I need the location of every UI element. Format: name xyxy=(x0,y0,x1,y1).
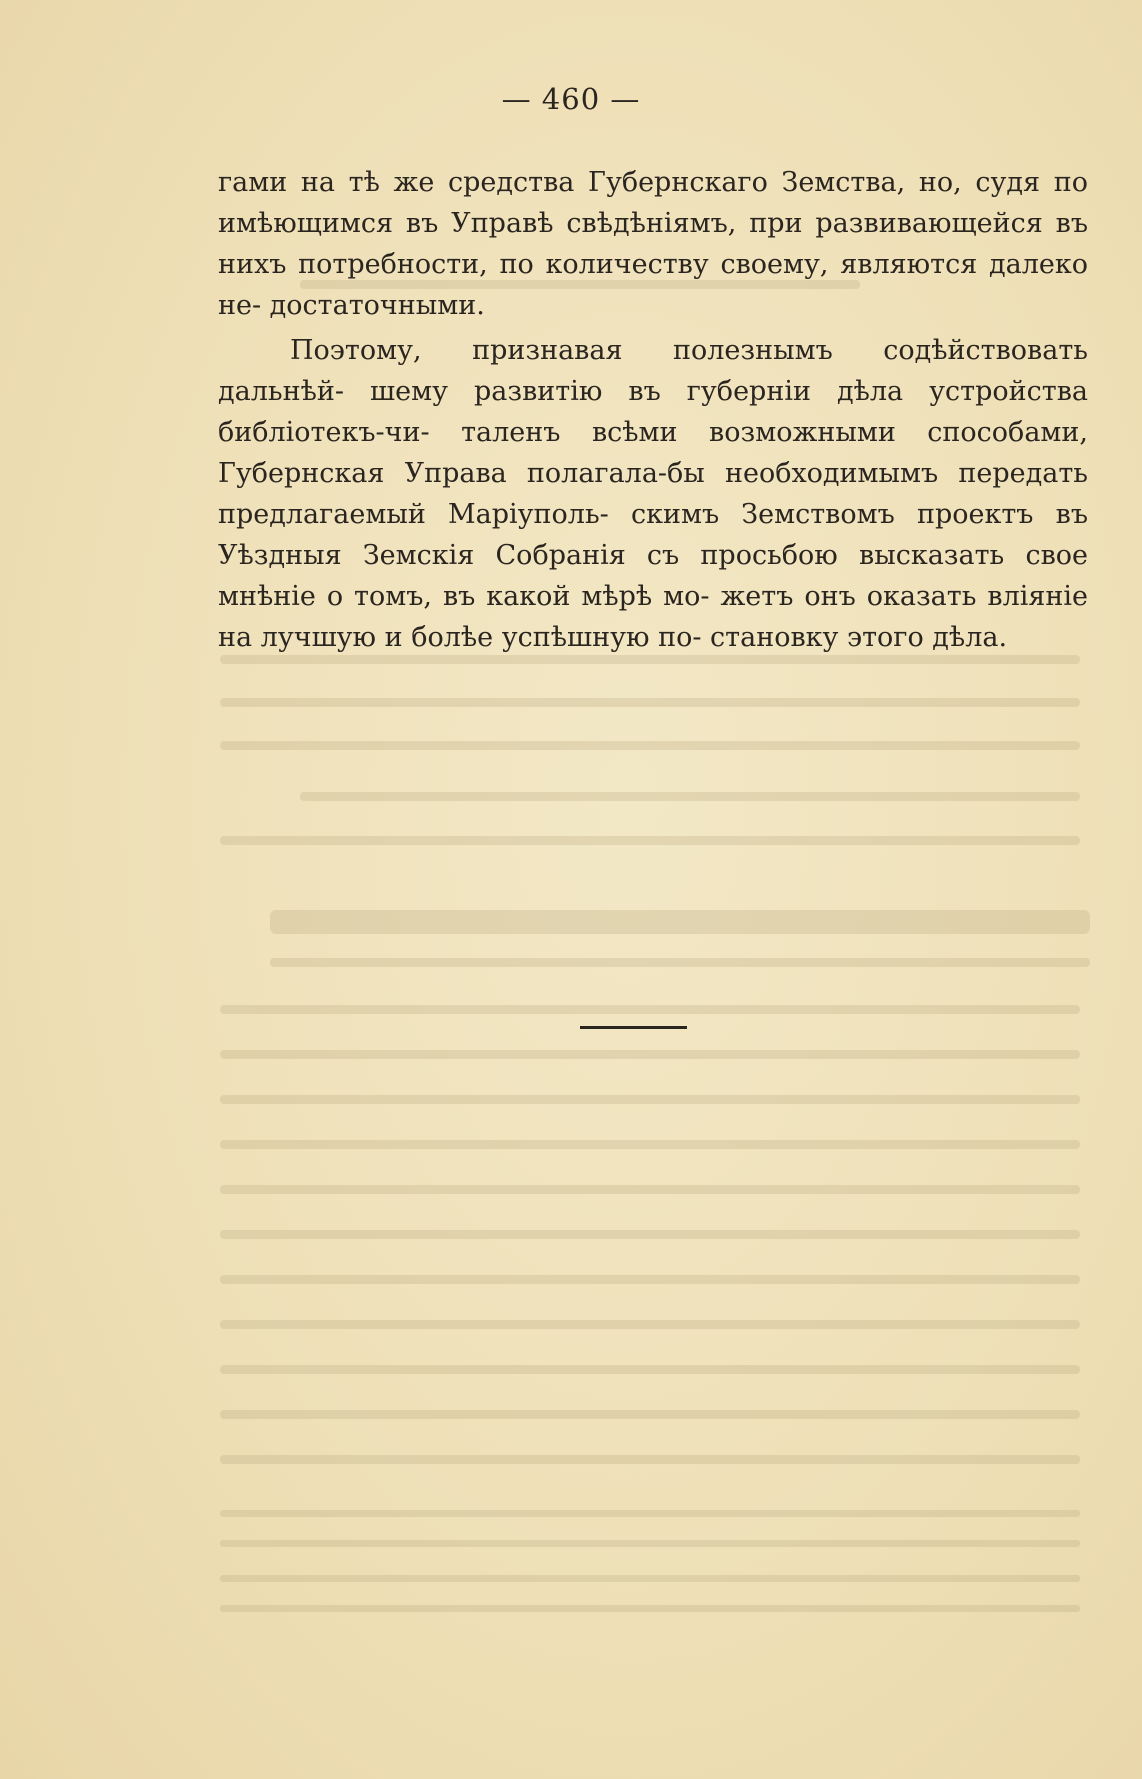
body-text xyxy=(218,162,1088,658)
paragraph-conclusion: Поэтому, признавая полезнымъ содѣйствовать дальнѣй- шему развитію въ губерніи дѣла устройства библіотекъ-чи- таленъ всѣми возможными способами, Губернская Управа полагала-бы необходимымъ передать предлагаемый Маріуполь- скимъ Земствомъ проектъ въ Уѣздныя Земскія Собранія съ просьбою высказать свое мнѣніе о томъ, въ какой мѣрѣ мо- жетъ онъ оказать вліяніе на лучшую и болѣе успѣшную по- становку этого дѣла. xyxy=(218,335,1088,653)
page-number: — 460 — xyxy=(501,82,641,116)
paragraph-continuation: гами на тѣ же средства Губернскаго Земства, но, судя по имѣющимся въ Управѣ свѣдѣніямъ, при развивающейся въ нихъ потребности, по количеству своему, являются далеко не- достаточными. xyxy=(218,167,1088,321)
section-end-rule xyxy=(580,1026,687,1029)
